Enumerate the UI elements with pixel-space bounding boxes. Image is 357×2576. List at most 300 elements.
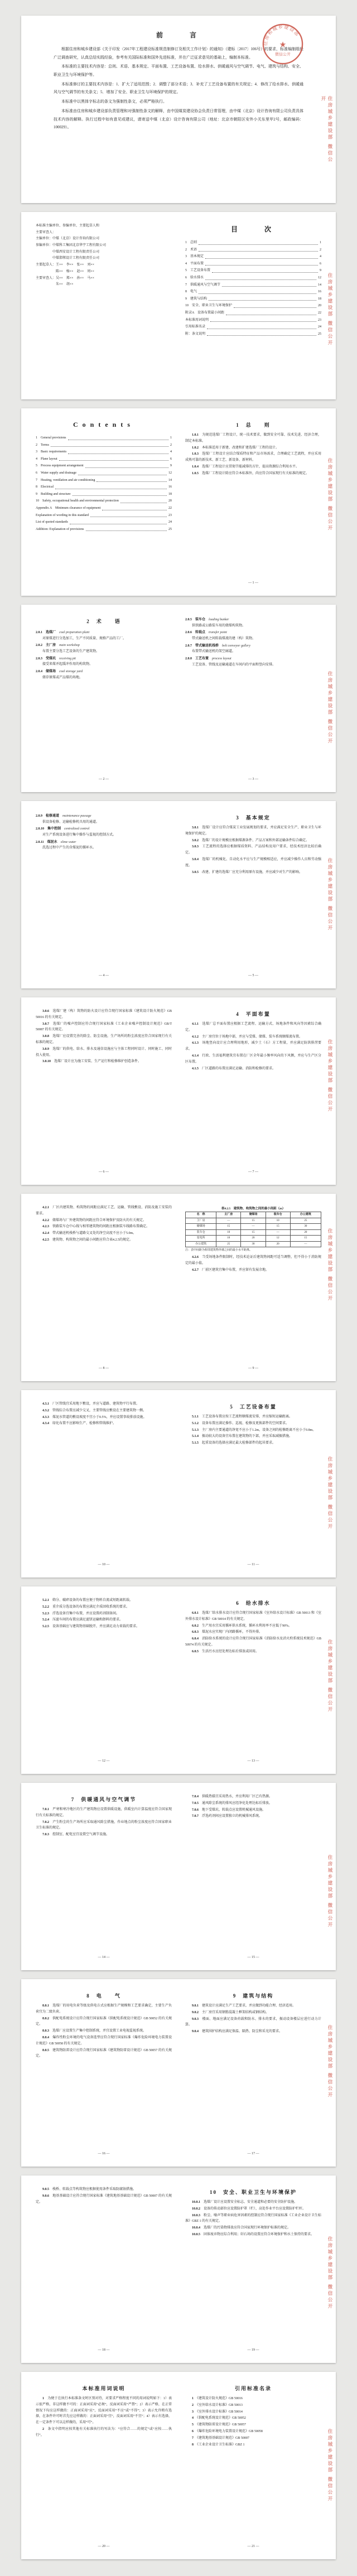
page-number: — 19 —	[247, 2348, 259, 2352]
clause: 9.0.4 建筑围护结构应满足保温、隔热、防尘和采光的要求。	[192, 2030, 283, 2034]
section-heading: 10 安全、职业卫生与环境保护	[209, 2189, 297, 2195]
watermark-text: 住房城乡建设部 微信公开	[327, 1639, 333, 1714]
toc-page-number: 18	[168, 492, 172, 496]
clause-number: 7.0.2	[42, 1820, 49, 1824]
clause-number: 4.1.1	[192, 1022, 199, 1026]
watermark-text: 住房城乡建设部 微信公开	[327, 1855, 333, 1928]
table-cell: 10	[216, 1229, 241, 1236]
page-number: — 7 —	[248, 1170, 258, 1174]
term-number-zh: 2.0.10 集中控制	[36, 827, 61, 831]
page-number: — 14 —	[98, 1956, 110, 1959]
section-heading: 9 建筑与结构	[233, 1993, 274, 1999]
toc-entry-label: List of quoted standards	[36, 520, 68, 524]
toc-entry-label: 2 Terms	[36, 443, 49, 447]
toc-page-number: 23	[168, 513, 172, 517]
toc-entry-label: 附录A 设备布置最小间距	[185, 311, 225, 315]
clause: 5.1.4 振动较大的设备宜布置在建筑物的下部，并应采取减振措施。	[192, 1435, 293, 1439]
watermark-text: 住房城乡建设部 微信公开	[327, 2236, 333, 2310]
toc-entry	[36, 435, 172, 442]
term-english: process layout	[209, 657, 231, 660]
toc-entry-label: 10 Safety, occupational health and environmental protection	[36, 499, 119, 503]
table-header-row	[186, 1212, 321, 1218]
document-page	[21, 16, 336, 203]
clause-number: 2	[192, 2403, 194, 2407]
document-page	[21, 1194, 336, 1381]
toc-entry-label: 引用标准名录	[185, 325, 206, 329]
clause: 5.2.5 设备基础应与建筑物基础脱开，并应满足动力荷载的要求。	[42, 1625, 140, 1629]
clause-number: 8.0.4	[42, 2035, 49, 2039]
clause-number: 3.0.10	[42, 1060, 51, 1064]
toc-entry-label: 5 工艺设备布置	[185, 269, 211, 273]
document-page	[21, 212, 336, 399]
term-heading	[36, 826, 172, 832]
table-cell: —	[241, 1224, 266, 1230]
section-heading: 8 电 气	[86, 1993, 121, 1999]
credit-line: 朱×× 胡××	[36, 283, 74, 287]
table-cell: 15	[216, 1224, 241, 1230]
clause: 10.0.4 选煤厂的污染物排放应符合国家现行环境保护标准的规定。	[192, 2226, 291, 2230]
watermark-text: 住房城乡建设部 微信公开	[327, 2429, 333, 2502]
term-heading	[36, 656, 172, 662]
credit-line: 主编单位：中煤（北京）设计咨询有限公司	[36, 237, 100, 241]
table-cell: —	[216, 1218, 241, 1224]
toc-entry	[185, 288, 321, 296]
clause: 3.0.2 选煤厂的设计规模应根据煤源条件、产品方案和外部运输条件综合确定。	[192, 838, 310, 842]
page-number: — 15 —	[247, 1956, 259, 1959]
clause-number: 3.0.7	[42, 1022, 49, 1026]
clause-number: 3.0.3	[192, 845, 199, 849]
term-heading	[36, 840, 172, 846]
toc-dot-leader	[97, 481, 167, 482]
clause-number: 5.2.2	[42, 1605, 49, 1609]
toc-entry	[36, 442, 172, 449]
watermark-text: 住房城乡建设部 微信公开	[327, 670, 333, 745]
clause-number: 3.0.8	[42, 1035, 49, 1039]
term-number-zh: 2.0.2 主厂房	[36, 644, 56, 648]
clause: 4.3.1 厂区管线宜采用地下敷设，并应与道路、建筑物平行布置。	[42, 1402, 140, 1406]
clause-number: 7.0.1	[42, 1808, 49, 1811]
credit-line: 陈×× 杨×× 赵×× 周××	[36, 269, 95, 273]
clause: 10.0.5 固体废弃物应综合利用；矸石场的设置应符合环境保护和水土保持的要求。	[192, 2232, 315, 2236]
clause: 4.3.4 绿化布置不应影响生产、检修和管线维护。	[42, 1422, 117, 1426]
toc-entry-label: 7 Heating, ventilation and air conditioning	[36, 478, 95, 482]
clause-number: 6.0.1	[192, 1612, 199, 1615]
clause-number: 10.0.5	[192, 2232, 200, 2236]
term-heading	[36, 643, 172, 649]
clause-number: 6	[192, 2429, 194, 2433]
clause: 1.0.1 为规范选煤厂工程设计，统一技术要求，做到安全可靠、技术先进、经济合理，制定本标准。	[185, 433, 321, 443]
toc-page-number: 16	[168, 485, 172, 489]
toc-entry-label: 本标准用词说明	[185, 318, 209, 322]
page-column	[36, 1009, 172, 1174]
clause-number: 10.0.3	[192, 2213, 200, 2217]
clause-number: 10.0.1	[192, 2201, 200, 2204]
clause-number: 1	[42, 2397, 44, 2400]
clause-number: 8.0.3	[42, 2029, 49, 2033]
clause-number: 9.0.4	[192, 2030, 199, 2034]
clause-number: 8.0.2	[42, 2017, 49, 2020]
clause-number: 6.0.5	[192, 1649, 199, 1653]
clause: 3 《室外排水设计标准》GB 50014	[192, 2410, 243, 2414]
clause: 8.0.5 建筑物防雷设计应符合现行国家标准《建筑物防雷设计规范》GB 50057 的有关规定。	[36, 2048, 172, 2058]
paragraph: 本标准中以黑体字标志的条文为强制性条文，必须严格执行。	[61, 99, 167, 104]
clause-number: 5.1.5	[192, 1441, 199, 1445]
toc-dot-leader	[59, 460, 168, 461]
watermark-text: 住房城乡建设部 微信公开	[327, 1228, 333, 1302]
toc-page-number: 9	[320, 269, 321, 273]
term-definition: 工艺设备、管线及运输通道在车间内的平面和竖向安排。	[192, 663, 276, 667]
toc-entry-label: 7 供暖通风与空气调节	[185, 283, 221, 287]
toc-page-number: 9	[170, 464, 172, 468]
clause: 5 《建筑物防雷设计规范》GB 50057	[192, 2423, 246, 2427]
paragraph: 本标准由住房和城乡建设部负责管理和对强制性条文的解释，由中国煤炭建设协会负责日常管理，由中煤（北京）设计咨询有限公司负责具体技术内容的解释。执行过程中如有意见或建议，请寄送中煤（北京）设计咨询有限公司（地址：北京市朝阳区安外小关东里甲2号，邮政编码：100029）。	[54, 108, 303, 130]
svg-text:微信公开: 微信公开	[275, 52, 291, 57]
clause: 5.1.5 起重设备的选择应满足最大检修部件的起吊要求。	[192, 1441, 276, 1445]
term-definition: 布置主要分选工艺设备的生产建筑物。	[42, 650, 100, 654]
toc-page-number: 25	[168, 527, 172, 531]
clause: 1.0.4 选煤厂工程设计应贯彻节能减排的方针，提高资源综合利用水平。	[192, 465, 300, 469]
toc-entry	[36, 448, 172, 456]
term-definition: 储存原煤或产品煤的场地。	[42, 676, 83, 679]
toc-entry	[185, 253, 321, 261]
clause: 2 《室外给水设计标准》GB 50013	[192, 2403, 243, 2407]
spacing-table	[185, 1212, 321, 1247]
toc-page-number: 6	[170, 457, 172, 461]
clause: 4.2.3 铁路装车仓中心线与相邻建筑物的间距应根据装车线路布置确定。	[42, 1225, 150, 1229]
clause-number: 3	[192, 2410, 194, 2414]
page-column	[185, 2187, 321, 2352]
page-number: — 13 —	[247, 1759, 259, 1763]
clause: 2 条文中指明应按其他有关标准执行的写法为：“应符合……的规定”或“应按……执行”。	[36, 2427, 172, 2437]
credit-line: 中煤邯郸设计工程有限责任公司	[36, 257, 100, 261]
toc-page-number: 18	[318, 297, 321, 301]
toc-entry-label: 3 基本规定	[185, 255, 204, 259]
clause: 8 《工业企业设计卫生标准》GBZ 1	[192, 2443, 245, 2447]
watermark-text: 住房城乡建设部 微信公开	[327, 457, 333, 532]
clause: 3.0.3 工艺流程的选择应根据煤质资料、产品结构及用户要求，经技术经济比较后确定。	[185, 845, 321, 855]
toc-dot-leader	[199, 244, 318, 245]
watermark-text: 住房城乡建设部 微信公开	[321, 96, 333, 163]
toc-page-number: 24	[168, 520, 172, 524]
toc-entry-label: 6 Water supply and drainage	[36, 471, 76, 475]
clause: 8.0.3 选煤厂应设置生产集中控制系统，并宜设置工业电视监视系统。	[42, 2029, 147, 2033]
toc-dot-leader	[207, 335, 316, 336]
clause: 5.2.2 重介质分选设备的布置应满足介质回收系统的要求。	[42, 1605, 130, 1609]
table-row	[186, 1224, 321, 1230]
term-english: belt conveyor gallery	[219, 644, 250, 648]
toc-entry	[36, 526, 172, 533]
page-column	[185, 1598, 321, 1763]
clause: 9.0.2 主厂房宜采用钢筋混凝土框架结构或钢结构。	[192, 2010, 269, 2014]
toc-page-number: 20	[318, 304, 321, 308]
term-english: coal preparation plant	[56, 631, 90, 634]
toc-dot-leader	[199, 251, 318, 252]
watermark-text: 住房城乡建设部 微信公开	[327, 858, 333, 932]
toc-entry	[185, 310, 321, 317]
toc-entry-label: 4 Plane layout	[36, 457, 57, 461]
watermark-text: 住房城乡建设部 微信公开	[327, 272, 333, 346]
clause-number: 7.0.7	[192, 1815, 199, 1818]
clause-number: 9.0.1	[192, 2004, 199, 2008]
clause-number: 9.0.2	[192, 2010, 199, 2014]
page-number: — 18 —	[98, 2348, 110, 2352]
section-heading: 2 术 语	[86, 619, 121, 624]
page-column	[185, 1401, 321, 1566]
clause-number: 4.3.4	[42, 1422, 49, 1426]
table-row	[186, 1241, 321, 1247]
clause-number: 9.0.3	[192, 2017, 199, 2021]
toc-entry	[185, 331, 321, 338]
clause-number: 9.0.6	[42, 2194, 49, 2198]
page-number: — 6 —	[99, 1170, 109, 1174]
table-note: 注：表中间距为相邻建筑物外墙之间的最小水平距离。	[185, 1249, 253, 1252]
clause: 4.3.3 煤泥水管道的敷设坡度不宜小于0.5%，并应设置事故排放设施。	[42, 1415, 147, 1419]
table-cell: 12	[266, 1236, 290, 1242]
clause: 3.0.7 选煤厂的噪声控制应符合现行国家标准《工业企业噪声控制设计规范》GB/T 50087 的有关规定。	[36, 1022, 172, 1032]
toc-page-number: 1	[170, 436, 172, 440]
toc-page-number: 16	[318, 290, 321, 294]
term-number-zh: 2.0.9 检修通道	[36, 814, 60, 818]
table-cell: —	[266, 1229, 290, 1236]
clause-number: 10.0.2	[192, 2207, 200, 2211]
page-column	[185, 1990, 321, 2155]
table-cell: 20	[266, 1241, 290, 1247]
section-heading: 3 基本规定	[236, 815, 271, 821]
term-definition: 供铁路或公路装车用的储煤构筑物。	[192, 624, 246, 628]
document-page	[21, 605, 336, 792]
table-cell: 变电所	[186, 1236, 216, 1242]
clause: 6.0.5 生活污水应经处理达标后排放或回用。	[192, 1649, 259, 1653]
term-number-zh: 2.0.6 转载点	[185, 631, 206, 635]
clause: 4.2.4 带式输送机栈桥与道路交叉处的净空高度不应小于5.0m。	[42, 1232, 137, 1236]
table-cell: 25	[290, 1218, 321, 1224]
clause-number: 4.3.3	[42, 1415, 49, 1419]
clause-number: 3.0.5	[192, 870, 199, 874]
document-page	[21, 1390, 336, 1578]
clause-number: 4.2.3	[42, 1225, 49, 1229]
clause: 7.0.1 严寒和寒冷地区的生产建筑物应设置供暖设施，供暖室内计算温度应符合国家现行有关标准的规定。	[36, 1808, 172, 1817]
toc-entry	[185, 296, 321, 303]
paragraph: 本标准的主要技术内容是：总则、术语、基本规定、平面布置、工艺设备布置、给水排水、供暖通风与空气调节、电气、建筑与结构、安全、职业卫生与环境保护等。	[54, 64, 303, 78]
toc-page-number: 14	[318, 283, 321, 287]
clause: 1.0.3 选煤厂工程设计应结合煤质特征和产品市场需求，合理确定工艺流程，并应采用成熟可靠的新技术、新工艺、新设备、新材料。	[185, 452, 321, 462]
toc-entry-label: 5 Process equipment arrangement	[36, 464, 84, 468]
toc-page-number: 4	[320, 255, 321, 259]
toc-page-number: 4	[170, 450, 172, 454]
clause-number: 5.1.1	[192, 1415, 199, 1419]
toc-entry	[36, 470, 172, 477]
clause-number: 3.0.6	[42, 1010, 49, 1013]
clause: 4.1.1 选煤厂总平面布置应根据工艺流程、运输方式、场地条件和风向等因素综合确定。	[185, 1022, 321, 1032]
table-header-cell: 主厂房	[216, 1212, 241, 1218]
page-column	[36, 812, 172, 977]
clause: 4.2.2 储煤场与厂外建筑物的间距应符合环境保护及防火的有关规定。	[42, 1218, 147, 1222]
clause: 4.1.3 场地竖向设计应合理利用地形，减少土（石）方工程量，并应满足防洪排涝要求。	[185, 1041, 321, 1051]
toc-entry-label: 2 术语	[185, 248, 197, 252]
toc-page-number: 12	[168, 471, 172, 475]
toc-entry-label: 1 General provisions	[36, 436, 66, 440]
toc-entry	[185, 302, 321, 310]
page-column	[185, 616, 321, 781]
clause-number: 1	[192, 2397, 194, 2400]
clause: 4.2.1 厂区内建筑物、构筑物的间距应满足工艺、运输、管线敷设、消防及施工安装的要求。	[36, 1206, 172, 1215]
clause: 7 《建筑地基基础设计规范》GB 50007	[192, 2436, 249, 2440]
toc-entry	[185, 324, 321, 331]
toc-entry	[36, 491, 172, 498]
section-heading: 4 平面布置	[236, 1011, 271, 1017]
toc-page-number: 25	[318, 332, 321, 336]
clause-number: 3.0.4	[192, 857, 199, 861]
clause-number: 5.1.3	[192, 1428, 199, 1432]
toc-page-number: 22	[318, 311, 321, 315]
clause: 6.0.4 消防给水系统的设计应符合现行国家标准《消防给水及消火栓系统技术规范》GB 50974 的有关规定。	[185, 1637, 321, 1647]
page-column	[185, 223, 321, 388]
clause-number: 6.0.2	[192, 1624, 199, 1628]
document-page	[21, 2372, 336, 2559]
term-heading	[185, 656, 321, 662]
table-cell: 20	[290, 1229, 321, 1236]
table-header-cell: 办公建筑	[290, 1212, 321, 1218]
clause-number: 3.0.9	[42, 1047, 49, 1051]
clause-number: 4.1.3	[192, 1041, 199, 1045]
section-heading: 引用标准名录	[234, 2386, 272, 2391]
clause: 8.0.4 爆炸性粉尘环境的电气设备选型应符合现行国家标准《爆炸危险环境电力装置设计规范》GB 50058 的有关规定。	[36, 2035, 172, 2046]
page-number: — 12 —	[98, 1759, 110, 1763]
watermark-text: 住房城乡建设部 微信公开	[327, 1039, 333, 1113]
table-caption: 表4.2.5 建筑物、构筑物之间的最小间距（m）	[221, 1207, 286, 1210]
page-number: — 5 —	[248, 974, 258, 977]
clause: 8.0.2 供配电系统设计应符合现行国家标准《供配电系统设计规范》GB 50052 的有关规定。	[36, 2017, 172, 2027]
clause: 7.0.2 产生粉尘的生产场所应采取通风除尘措施，作业地点的粉尘浓度应符合国家职业卫生标准的规定。	[36, 1820, 172, 1830]
page-number: — 20 —	[98, 2545, 110, 2548]
toc-entry	[185, 267, 321, 274]
clause: 7.0.6 地下受煤坑、转载点应设置机械通风设施。	[192, 1808, 266, 1812]
term-english: centralized control	[61, 827, 90, 831]
credit-line: 主要审查人：吴×× 郑×× 孙×× 马××	[36, 276, 95, 280]
page-number: — 10 —	[98, 1563, 110, 1566]
term-heading	[185, 617, 321, 623]
table-header-cell: 储煤场	[241, 1212, 266, 1218]
clause: 4.2.6 当受场地条件限制时，经技术论证后建筑物间距可适当调整，但不得小于消防规定的最小值。	[185, 1256, 321, 1265]
clause-number: 6.0.4	[192, 1637, 199, 1641]
credit-line: 参编单位：中煤科工集团北京华宇工程有限公司	[36, 244, 107, 248]
clause: 6.0.2 生产用水宜采用循环供水系统，循环水利用率不应低于90%。	[192, 1624, 292, 1628]
term-definition: 洗选过程中产生的含煤泥的循环水。	[42, 846, 97, 850]
page-number: — 16 —	[98, 2152, 110, 2155]
clause: 4 《供配电系统设计规范》GB 50052	[192, 2416, 246, 2420]
clause: 4.2.5 建筑物、构筑物之间的最小间距应符合表4.2.5的规定。	[42, 1238, 133, 1242]
clause: 3.0.1 选煤厂设计应符合煤炭工业发展规划的要求，并应满足安全生产、职业卫生与环境保护的规定。	[185, 826, 321, 836]
clause-number: 1.0.4	[192, 465, 199, 469]
toc-page-number: 12	[318, 276, 321, 279]
clause: 3.0.6 选煤厂建（构）筑物的防火设计应符合现行国家标准《建筑设计防火规范》GB 50016 的有关规定。	[36, 1010, 172, 1019]
clause: 9.0.6 地基基础设计应符合现行国家标准《建筑地基基础设计规范》GB 50007 的有关规定。	[36, 2194, 172, 2204]
page-column	[36, 616, 172, 781]
toc-page-number: 20	[168, 499, 172, 503]
toc-entry	[185, 274, 321, 282]
toc-entry-label: 9 Building and structure	[36, 492, 71, 496]
toc-entry	[185, 282, 321, 289]
page-column	[36, 223, 172, 388]
clause: 8.0.1 选煤厂的用电负荷等级及供电方式应根据生产规模和工艺要求确定，主要生产负荷宜为二级负荷。	[36, 2004, 172, 2014]
document-page	[21, 801, 336, 988]
toc-entry	[185, 239, 321, 247]
term-definition: 接受来煤并起缓冲作用的构筑物。	[42, 663, 93, 667]
clause-number: 4.1.4	[192, 1054, 199, 1058]
toc-page-number: 6	[320, 262, 321, 266]
clause-number: 4.2.4	[42, 1232, 49, 1236]
clause-number: 9.0.5	[42, 2188, 49, 2191]
toc-entry-label: 4 平面布置	[185, 262, 204, 266]
clause: 1.0.5 选煤厂工程设计除应符合本标准外，尚应符合国家现行有关标准的规定。	[192, 471, 310, 475]
clause-number: 4.2.5	[42, 1238, 49, 1242]
paragraph: 本标准修订的主要技术内容是：1．扩大了适用范围；2．调整了部分术语；3．补充了工艺设备布置的有关规定；4．修改了给水排水、供暖通风与空气调节的有关条文；5．增加了安全、职业卫生与环境保护的规定。	[54, 81, 303, 95]
toc-dot-leader	[205, 258, 318, 259]
watermark-text: 住房城乡建设部 微信公开	[327, 1456, 333, 1530]
table-cell: 装车仓	[186, 1229, 216, 1236]
toc-entry-label: 附：条文说明	[185, 332, 206, 336]
page-column	[36, 419, 172, 585]
table-cell: 15	[290, 1236, 321, 1242]
page-number: — 2 —	[99, 778, 109, 781]
toc-entry	[185, 317, 321, 324]
toc-dot-leader	[73, 495, 167, 496]
toc-entry	[36, 484, 172, 491]
toc-entry-label: 10 安全、职业卫生与环境保护	[185, 304, 233, 308]
toc-page-number: 14	[168, 478, 172, 482]
clause: 1 《建筑设计防火规范》GB 50016	[192, 2397, 243, 2400]
clause-number: 4.2.2	[42, 1218, 49, 1222]
clause-number: 10.0.4	[192, 2226, 200, 2230]
term-definition: 布置带式输送机的架空廊道。	[192, 650, 236, 654]
clause-number: 5	[192, 2423, 194, 2427]
page-column	[185, 419, 321, 585]
table-header-cell: 名 称	[186, 1212, 216, 1218]
toc-entry	[185, 261, 321, 268]
watermark-text: 住房城乡建设部 微信公开	[327, 2025, 333, 2099]
section-heading: 7 供暖通风与空气调节	[71, 1797, 137, 1802]
term-heading	[185, 643, 321, 649]
clause-number: 4	[192, 2416, 194, 2420]
page-column	[36, 1401, 172, 1566]
page-number: — 9 —	[248, 1367, 258, 1370]
page-column	[185, 1205, 321, 1370]
clause-number: 4.1.5	[192, 1067, 199, 1070]
page-number: — 21 —	[247, 2545, 259, 2548]
clause-number: 7.0.5	[192, 1801, 199, 1805]
term-heading	[36, 813, 172, 819]
clause-number: 4.2.1	[42, 1206, 49, 1209]
clause-number: 7	[192, 2436, 194, 2440]
toc-dot-leader	[199, 293, 316, 294]
table-cell: 25	[216, 1241, 241, 1247]
page-column	[36, 2383, 172, 2548]
toc-dot-leader	[212, 272, 318, 273]
toc-dot-leader	[210, 321, 316, 322]
toc-entry-label: Appendix A Minimum clearance of equipment	[36, 506, 101, 510]
document-page	[21, 997, 336, 1185]
clause: 4.2.7 厂前区建筑宜集中布置，并应留有发展余地。	[192, 1268, 269, 1272]
toc-entry	[36, 462, 172, 470]
clause-number: 4.3.2	[42, 1408, 49, 1412]
toc-entry	[185, 247, 321, 254]
toc-dot-leader	[205, 265, 318, 266]
page-number: — 4 —	[99, 974, 109, 977]
toc-entry	[36, 498, 172, 505]
page-column	[36, 1598, 172, 1763]
page-number: — 1 —	[248, 581, 258, 585]
toc-entry-label: 9 建筑与结构	[185, 297, 208, 301]
